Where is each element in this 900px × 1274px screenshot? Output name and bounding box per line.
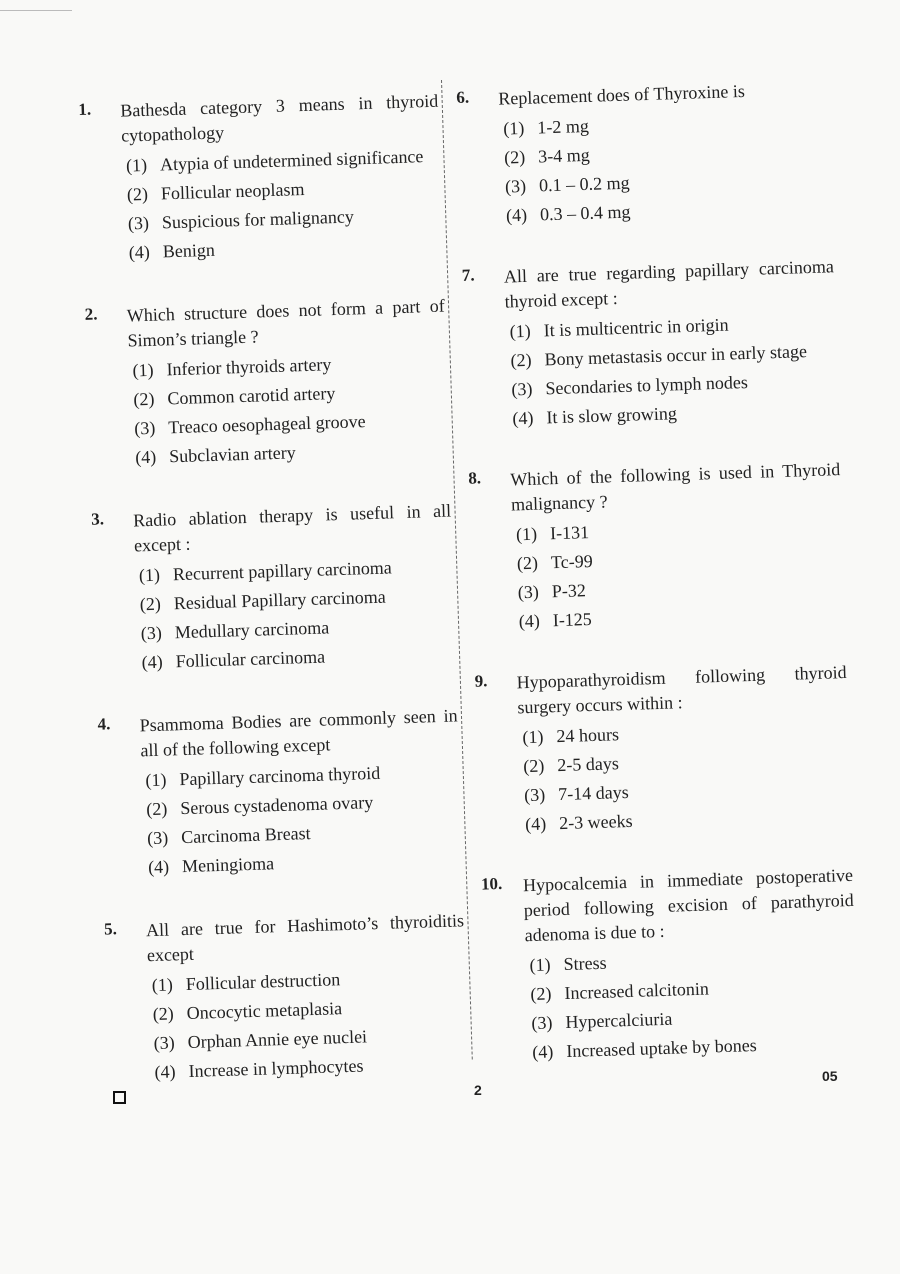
question-number: 9. bbox=[474, 671, 488, 691]
question-text: Which structure does not form a part of Simon’s triangle ? bbox=[126, 295, 445, 351]
top-rule bbox=[0, 10, 72, 11]
question-8 bbox=[468, 457, 845, 634]
option-number: (4) bbox=[147, 856, 170, 878]
right-column bbox=[456, 76, 859, 1071]
question-number: 10. bbox=[480, 873, 503, 894]
question-4 bbox=[97, 703, 462, 879]
question-5 bbox=[104, 908, 469, 1084]
option-number: (4) bbox=[134, 446, 157, 468]
option-text: Common carotid artery bbox=[167, 383, 336, 409]
option-number: (4) bbox=[154, 1061, 176, 1083]
option-list bbox=[139, 554, 456, 673]
option-number: (1) bbox=[132, 359, 154, 381]
option-number: (2) bbox=[139, 593, 162, 615]
option-number: (1) bbox=[509, 320, 531, 342]
option-text: 0.3 – 0.4 mg bbox=[539, 201, 631, 225]
option-list bbox=[132, 350, 449, 469]
option-4 bbox=[525, 803, 852, 835]
option-4 bbox=[506, 194, 833, 226]
corner-square-mark bbox=[113, 1091, 126, 1104]
option-3 bbox=[153, 1022, 468, 1054]
option-text: Recurrent papillary carcinoma bbox=[172, 557, 393, 585]
option-number: (2) bbox=[523, 755, 545, 777]
option-1 bbox=[126, 145, 441, 177]
option-number: (4) bbox=[532, 1041, 554, 1063]
option-2 bbox=[510, 339, 837, 371]
option-number: (2) bbox=[133, 388, 155, 410]
option-number: (4) bbox=[512, 407, 534, 429]
option-4 bbox=[148, 846, 463, 878]
option-number: (1) bbox=[125, 154, 148, 176]
option-list bbox=[503, 107, 832, 226]
option-text: 2-3 weeks bbox=[558, 810, 633, 834]
option-text: 1-2 mg bbox=[536, 115, 590, 138]
option-4 bbox=[532, 1031, 859, 1063]
option-text: Treaco oesophageal groove bbox=[168, 411, 366, 438]
option-number: (3) bbox=[531, 1012, 553, 1034]
question-1 bbox=[78, 89, 443, 265]
option-1 bbox=[529, 944, 856, 976]
option-text: 24 hours bbox=[556, 724, 620, 747]
question-number: 6. bbox=[456, 87, 470, 107]
option-text: Oncocytic metaplasia bbox=[186, 998, 343, 1024]
option-text: Increased uptake by bones bbox=[565, 1035, 757, 1062]
option-number: (3) bbox=[523, 784, 546, 806]
option-2 bbox=[517, 542, 844, 574]
option-text: Follicular carcinoma bbox=[175, 646, 326, 672]
option-text: 0.1 – 0.2 mg bbox=[538, 172, 630, 196]
option-3 bbox=[511, 368, 838, 400]
option-text: I-125 bbox=[552, 609, 593, 631]
option-number: (2) bbox=[510, 349, 532, 371]
option-list bbox=[145, 759, 462, 878]
option-text: Atypia of undetermined significance bbox=[159, 146, 424, 175]
option-number: (3) bbox=[140, 622, 163, 644]
option-1 bbox=[132, 350, 447, 382]
option-number: (1) bbox=[138, 564, 161, 586]
option-number: (3) bbox=[127, 212, 150, 234]
option-text: Benign bbox=[162, 239, 216, 262]
option-text: Secondaries to lymph nodes bbox=[545, 371, 749, 399]
question-text: Bathesda category 3 means in thyroid cytopathology bbox=[120, 90, 439, 146]
option-text: P-32 bbox=[551, 580, 587, 602]
option-3 bbox=[531, 1002, 858, 1034]
option-number: (4) bbox=[505, 204, 528, 226]
option-number: (1) bbox=[151, 974, 174, 996]
option-2 bbox=[530, 973, 857, 1005]
option-list bbox=[522, 716, 851, 835]
question-number: 4. bbox=[97, 714, 111, 734]
question-number: 7. bbox=[461, 265, 475, 285]
question-10 bbox=[481, 863, 859, 1065]
option-1 bbox=[522, 716, 849, 748]
option-number: (3) bbox=[517, 581, 540, 603]
question-number: 5. bbox=[103, 919, 118, 939]
page-number: 2 bbox=[474, 1082, 482, 1098]
option-text: Subclavian artery bbox=[168, 442, 296, 467]
option-4 bbox=[135, 437, 450, 469]
question-text: Hypocalcemia in immediate postoperative period following excision of parathyroid adenoma is due to : bbox=[522, 864, 855, 946]
option-text: 7-14 days bbox=[557, 781, 630, 805]
option-2 bbox=[127, 174, 442, 206]
option-number: (3) bbox=[134, 417, 156, 439]
question-number: 2. bbox=[84, 304, 98, 324]
question-3 bbox=[91, 498, 456, 674]
option-text: 2-5 days bbox=[557, 753, 620, 776]
option-text: Tc-99 bbox=[550, 550, 593, 573]
question-9 bbox=[474, 660, 851, 837]
question-number: 1. bbox=[78, 99, 92, 119]
option-2 bbox=[140, 583, 455, 615]
option-number: (1) bbox=[529, 954, 551, 976]
option-1 bbox=[516, 513, 843, 545]
option-1 bbox=[139, 554, 454, 586]
question-text: Which of the following is used in Thyroid malignancy ? bbox=[510, 459, 841, 515]
option-text: Serous cystadenoma ovary bbox=[179, 792, 374, 819]
option-text: Hypercalciuria bbox=[565, 1008, 673, 1033]
option-1 bbox=[151, 964, 466, 996]
option-text: It is multicentric in origin bbox=[543, 314, 729, 341]
option-number: (2) bbox=[145, 798, 168, 820]
option-text: Carcinoma Breast bbox=[180, 823, 311, 848]
option-3 bbox=[524, 774, 851, 806]
question-7 bbox=[462, 254, 839, 431]
option-3 bbox=[147, 817, 462, 849]
option-2 bbox=[523, 745, 850, 777]
option-4 bbox=[154, 1051, 469, 1083]
option-4 bbox=[128, 232, 443, 264]
option-text: Medullary carcinoma bbox=[174, 617, 330, 643]
question-text: Psammoma Bodies are commonly seen in all of the following except bbox=[139, 705, 458, 761]
option-number: (4) bbox=[524, 813, 547, 835]
option-list bbox=[151, 964, 468, 1083]
booklet-code: 05 bbox=[822, 1068, 838, 1084]
question-2 bbox=[84, 294, 449, 470]
left-column bbox=[78, 89, 469, 1092]
option-text: It is slow growing bbox=[546, 403, 678, 428]
option-number: (4) bbox=[128, 241, 151, 263]
question-text: Radio ablation therapy is useful in all except : bbox=[132, 500, 452, 556]
question-text: Replacement does of Thyroxine is bbox=[498, 80, 746, 109]
question-text: Hypoparathyroidism following thyroid surgery occurs within : bbox=[516, 662, 847, 718]
option-text: Bony metastasis occur in early stage bbox=[544, 341, 808, 370]
question-6 bbox=[456, 76, 832, 228]
option-number: (4) bbox=[518, 610, 541, 632]
option-3 bbox=[140, 612, 455, 644]
option-4 bbox=[141, 641, 456, 673]
option-text: Follicular neoplasm bbox=[160, 178, 305, 204]
option-2 bbox=[146, 788, 461, 820]
option-number: (2) bbox=[152, 1003, 175, 1025]
option-number: (4) bbox=[141, 651, 163, 673]
question-number: 8. bbox=[467, 468, 482, 488]
option-3 bbox=[505, 165, 832, 197]
option-number: (2) bbox=[126, 183, 149, 205]
option-text: I-131 bbox=[549, 522, 590, 544]
option-1 bbox=[145, 759, 460, 791]
option-number: (1) bbox=[522, 726, 544, 748]
option-number: (3) bbox=[511, 378, 533, 400]
option-3 bbox=[518, 571, 845, 603]
option-text: Increased calcitonin bbox=[564, 978, 710, 1004]
option-text: Meningioma bbox=[181, 853, 275, 877]
option-list bbox=[509, 310, 838, 429]
question-text: All are true regarding papillary carcinoma thyroid except : bbox=[503, 256, 835, 312]
option-text: Papillary carcinoma thyroid bbox=[179, 762, 381, 790]
option-text: Suspicious for malignancy bbox=[161, 206, 355, 233]
option-text: Orphan Annie eye nuclei bbox=[187, 1026, 368, 1053]
option-4 bbox=[518, 600, 845, 632]
option-number: (2) bbox=[516, 552, 539, 574]
question-number: 3. bbox=[90, 509, 105, 529]
option-text: Increase in lymphocytes bbox=[188, 1055, 364, 1082]
option-text: Residual Papillary carcinoma bbox=[173, 586, 387, 614]
option-text: 3-4 mg bbox=[537, 144, 590, 167]
option-number: (1) bbox=[145, 769, 167, 791]
option-text: Follicular destruction bbox=[185, 969, 341, 995]
option-list bbox=[516, 513, 845, 632]
option-number: (1) bbox=[502, 117, 525, 139]
option-3 bbox=[134, 408, 449, 440]
question-text: All are true for Hashimoto’s thyroiditis except bbox=[145, 910, 465, 966]
option-2 bbox=[133, 379, 448, 411]
option-number: (2) bbox=[503, 146, 526, 168]
option-number: (3) bbox=[504, 175, 527, 197]
option-1 bbox=[503, 107, 830, 139]
option-number: (3) bbox=[146, 827, 169, 849]
option-2 bbox=[504, 136, 831, 168]
option-list bbox=[126, 145, 443, 264]
option-number: (2) bbox=[530, 983, 552, 1005]
option-4 bbox=[512, 397, 839, 429]
option-number: (1) bbox=[515, 523, 538, 545]
option-3 bbox=[128, 203, 443, 235]
option-text: Inferior thyroids artery bbox=[166, 354, 332, 380]
option-number: (3) bbox=[153, 1032, 175, 1054]
option-list bbox=[529, 944, 858, 1063]
option-1 bbox=[509, 310, 836, 342]
option-text: Stress bbox=[563, 952, 607, 975]
option-2 bbox=[152, 993, 467, 1025]
